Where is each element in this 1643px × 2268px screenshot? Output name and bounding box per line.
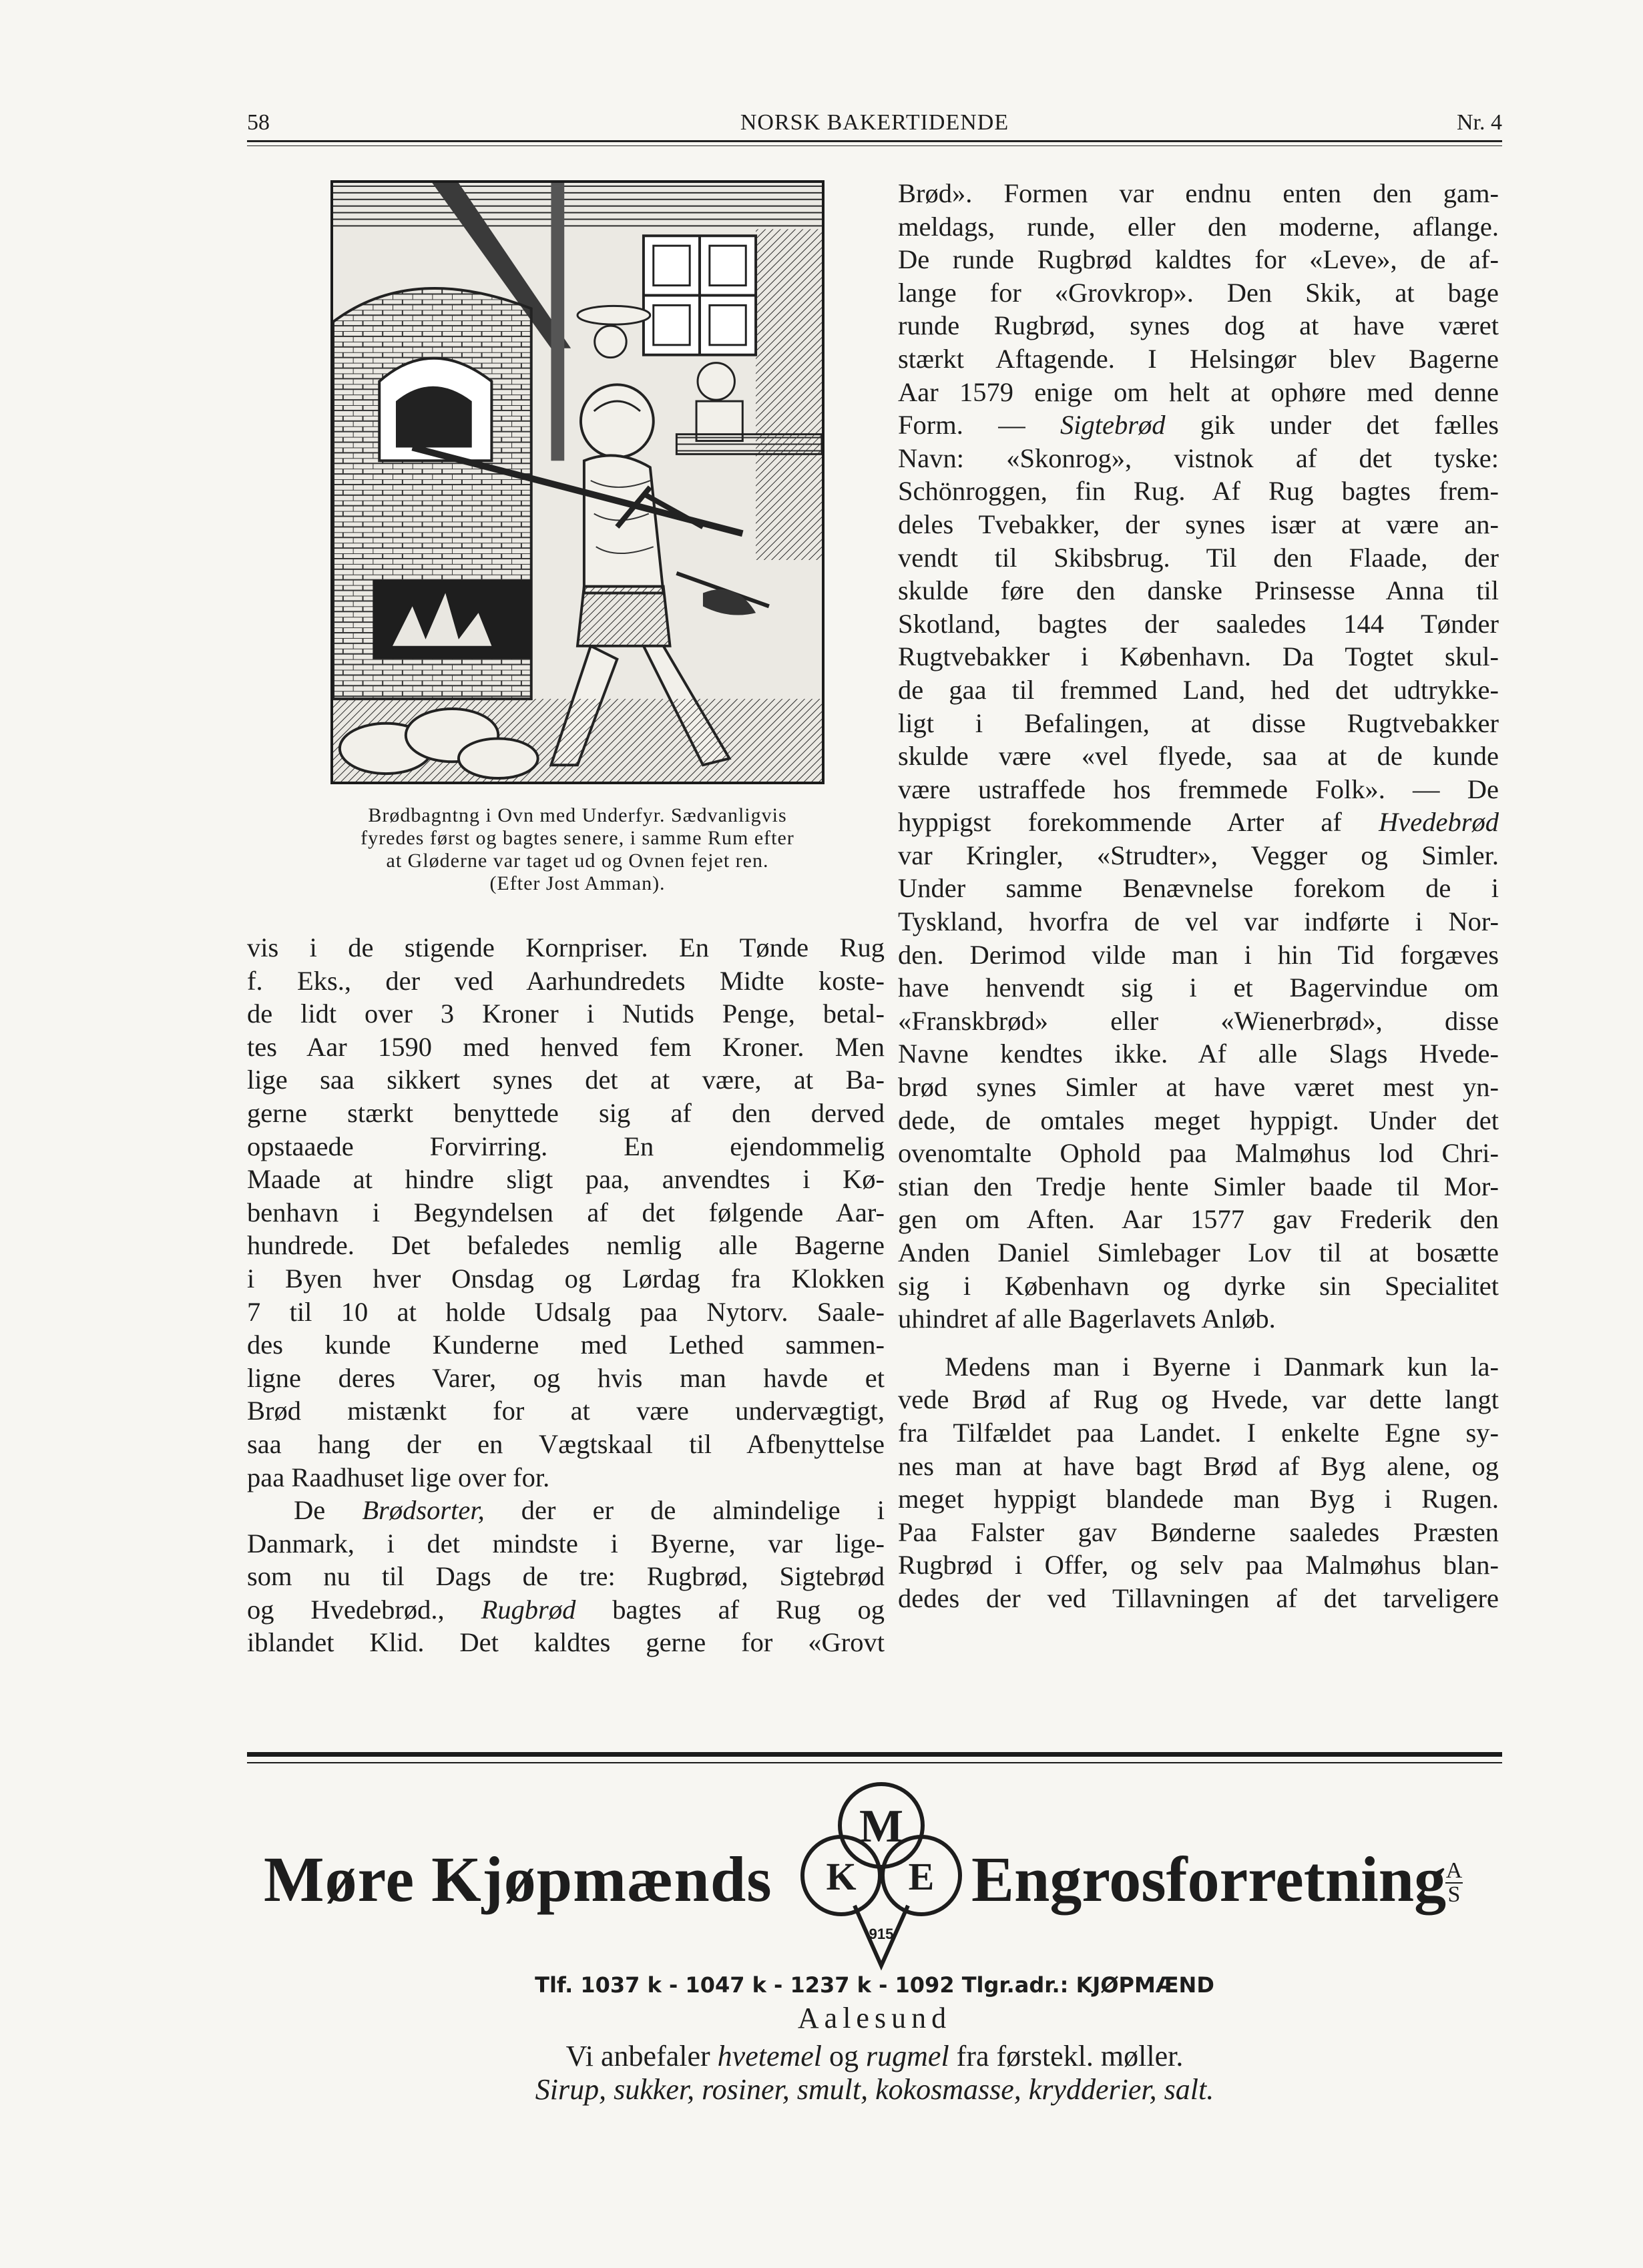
text-line: Skotland, bagtes der saaledes 144 Tønder [898,608,1499,639]
text-line: opstaaede Forvirring. En ejendommelig [247,1131,885,1161]
text-line: lige saa sikkert synes det at være, at Ba- [247,1065,885,1095]
ad-city: Aalesund [797,2002,952,2034]
text-line-hvedebrod: hyppigst forekommende Arter af Hvedebrød [898,807,1499,838]
text-line: Maade at hindre sligt paa, anvendtes i Kø- [247,1164,885,1195]
issue-number: Nr. 4 [1457,110,1502,135]
logo-number: 915 [869,1926,894,1942]
ad-rule-thick [247,1752,1502,1757]
text-line-rugbrod: og Hvedebrød., Rugbrød bagtes af Rug og [247,1594,885,1625]
text-line: gen om Aften. Aar 1577 gav Frederik den [898,1204,1499,1235]
text-line: den. Derimod vilde man i hin Tid forgæves [898,939,1499,970]
ad-company-suffix [1445,1858,1463,1907]
logo-letter-m: M [859,1801,904,1852]
text-line: var Kringler, «Strudter», Vegger og Simler. [898,840,1499,870]
text-line: fra Tilfældet paa Landet. I enkelte Egne sy- [898,1417,1499,1448]
text-line: «Franskbrød» eller «Wienerbrød», disse [898,1005,1499,1036]
text-line: deles Tvebakker, der synes især at være an- [898,509,1499,539]
text-line-sigtebrod: Form. — Sigtebrød gik under det fælles [898,410,1499,441]
text-line: være ustraffede hos fremmede Folk». — De [898,774,1499,804]
text-line: Tyskland, hvorfra de vel var indførte i Nor- [898,906,1499,937]
text-line: paa Raadhuset lige over for. [247,1462,550,1492]
text-line: i Byen hver Onsdag og Lørdag fra Klokken [247,1263,885,1294]
text-line: Aar 1579 enige om helt at ophøre med denne [898,376,1499,407]
text-line: uhindret af alle Bagerlavets Anløb. [898,1304,1276,1334]
text-line: meldags, runde, eller den moderne, aflange. [898,211,1499,242]
left-column [247,931,885,1659]
text-line: Navne kendtes ikke. Af alle Slags Hvede- [898,1039,1499,1069]
ad-company-name-right: Engrosforretning [971,1844,1447,1915]
page-number: 58 [247,110,270,135]
text-line: brød synes Simler at have været mest yn- [898,1072,1499,1103]
text-line: dedes der ved Tillavningen af det tarveligere [898,1583,1499,1613]
text-line: f. Eks., der ved Aarhundredets Midte koste- [247,965,885,996]
text-line: meget hyppigt blandede man Byg i Rugen. [898,1484,1499,1514]
text-line: de gaa til fremmed Land, hed det udtrykke- [898,674,1499,705]
text-line: Under samme Benævnelse forekom de i [898,873,1499,904]
text-line: Rugtvebakker i København. Da Togtet skul- [898,641,1499,672]
right-column [898,177,1499,1615]
text-line: stærkt Aftagende. I Helsingør blev Bagerne [898,343,1499,374]
ad-products-line: Sirup, sukker, rosiner, smult, kokosmasse, krydderier, salt. [535,2073,1214,2106]
logo-letter-k: K [826,1855,857,1898]
text-line: skulde være «vel flyede, saa at de kunde [898,741,1499,772]
caption-line: at Gløderne var taget ud og Ovnen fejet ren. [386,850,769,872]
text-line: de lidt over 3 Kroner i Nutids Penge, betal- [247,999,885,1029]
text-line: sig i København og dyrke sin Specialitet [898,1270,1499,1301]
text-line: Danmark, i det mindste i Byerne, var lige- [247,1528,885,1558]
text-line: hundrede. Det befaledes nemlig alle Bagerne [247,1230,885,1261]
page-header [247,110,1502,137]
text-line: 7 til 10 at holde Udsalg paa Nytorv. Saale- [247,1296,885,1327]
text-line: Rugbrød i Offer, og selv paa Malmøhus blan- [898,1550,1499,1581]
suffix-a: A [1445,1858,1463,1883]
logo-letter-e: E [908,1855,935,1898]
text-line: ovenomtalte Ophold paa Malmøhus lod Chri- [898,1138,1499,1169]
text-line: benhavn i Begyndelsen af det følgende Aar- [247,1197,885,1227]
text-line: Medens man i Byerne i Danmark kun la- [945,1351,1499,1382]
text-line: runde Rugbrød, synes dog at have været [898,310,1499,341]
text-line: som nu til Dags de tre: Rugbrød, Sigtebrød [247,1561,885,1592]
ad-contact-line: Tlf. 1037 k - 1047 k - 1237 k - 1092 Tlgr.adr.: KJØPMÆND [535,1972,1214,1998]
caption-line: (Efter Jost Amman). [489,872,666,894]
text-line: ligt i Befalingen, at disse Rugtvebakker [898,707,1499,738]
text-line: stian den Tredje hente Simler baade til Mor- [898,1171,1499,1201]
illustration-caption [247,804,908,895]
mke-emblem-icon [781,1772,981,1972]
text-line: tes Aar 1590 med henved fem Kroner. Men [247,1031,885,1062]
text-line: skulde føre den danske Prinsesse Anna til [898,575,1499,606]
text-line: vis i de stigende Kornpriser. En Tønde Rug [247,932,885,962]
text-line: Anden Daniel Simlebager Lov til at bosætte [898,1237,1499,1267]
journal-title: NORSK BAKERTIDENDE [740,110,1009,135]
company-logo [781,1772,981,1972]
woodcut-illustration [330,180,825,784]
caption-line: fyredes først og bagtes senere, i samme Rum efter [361,827,794,849]
text-line: saa hang der en Vægtskaal til Afbenyttelse [247,1428,885,1459]
text-line: ligne deres Varer, og hvis man havde et [247,1362,885,1393]
text-line: des kunde Kunderne med Lethed sammen- [247,1330,885,1360]
paragraph-gap [898,1336,1499,1350]
baker-at-oven-woodcut [333,183,822,782]
ad-recommendation-line: Vi anbefaler hvetemel og rugmel fra førstekl. møller. [565,2040,1184,2072]
text-line: Brød». Formen var endnu enten den gam- [898,178,1499,208]
text-line: nes man at have bagt Brød af Byg alene, og [898,1450,1499,1481]
text-line: iblandet Klid. Det kaldtes gerne for «Grovt [247,1627,885,1658]
text-line: Paa Falster gav Bønderne saaledes Præsten [898,1516,1499,1547]
text-line: dede, de omtales meget hyppigt. Under det [898,1105,1499,1135]
ad-rule-thin [247,1762,1502,1763]
text-line-brodsorter: De Brødsorter, der er de almindelige i [294,1495,885,1526]
text-line: lange for «Grovkrop». Den Skik, at bage [898,277,1499,308]
text-line: De runde Rugbrød kaldtes for «Leve», de af- [898,244,1499,275]
text-line: have henvendt sig i et Bagervindue om [898,972,1499,1003]
suffix-s: S [1447,1882,1461,1907]
text-line: gerne stærkt benyttede sig af den derved [247,1097,885,1128]
ad-company-name-left: Møre Kjøpmænds [264,1844,772,1915]
text-line: vendt til Skibsbrug. Til den Flaade, der [898,542,1499,573]
text-line: vede Brød af Rug og Hvede, var dette langt [898,1384,1499,1415]
text-line: Navn: «Skonrog», vistnok af det tyske: [898,443,1499,473]
caption-line: Brødbagntng i Ovn med Underfyr. Sædvanligvis [368,804,787,826]
text-line: Brød mistænkt for at være undervægtigt, [247,1396,885,1426]
header-rule-thick [247,140,1502,142]
text-line: Schönroggen, fin Rug. Af Rug bagtes frem- [898,476,1499,507]
